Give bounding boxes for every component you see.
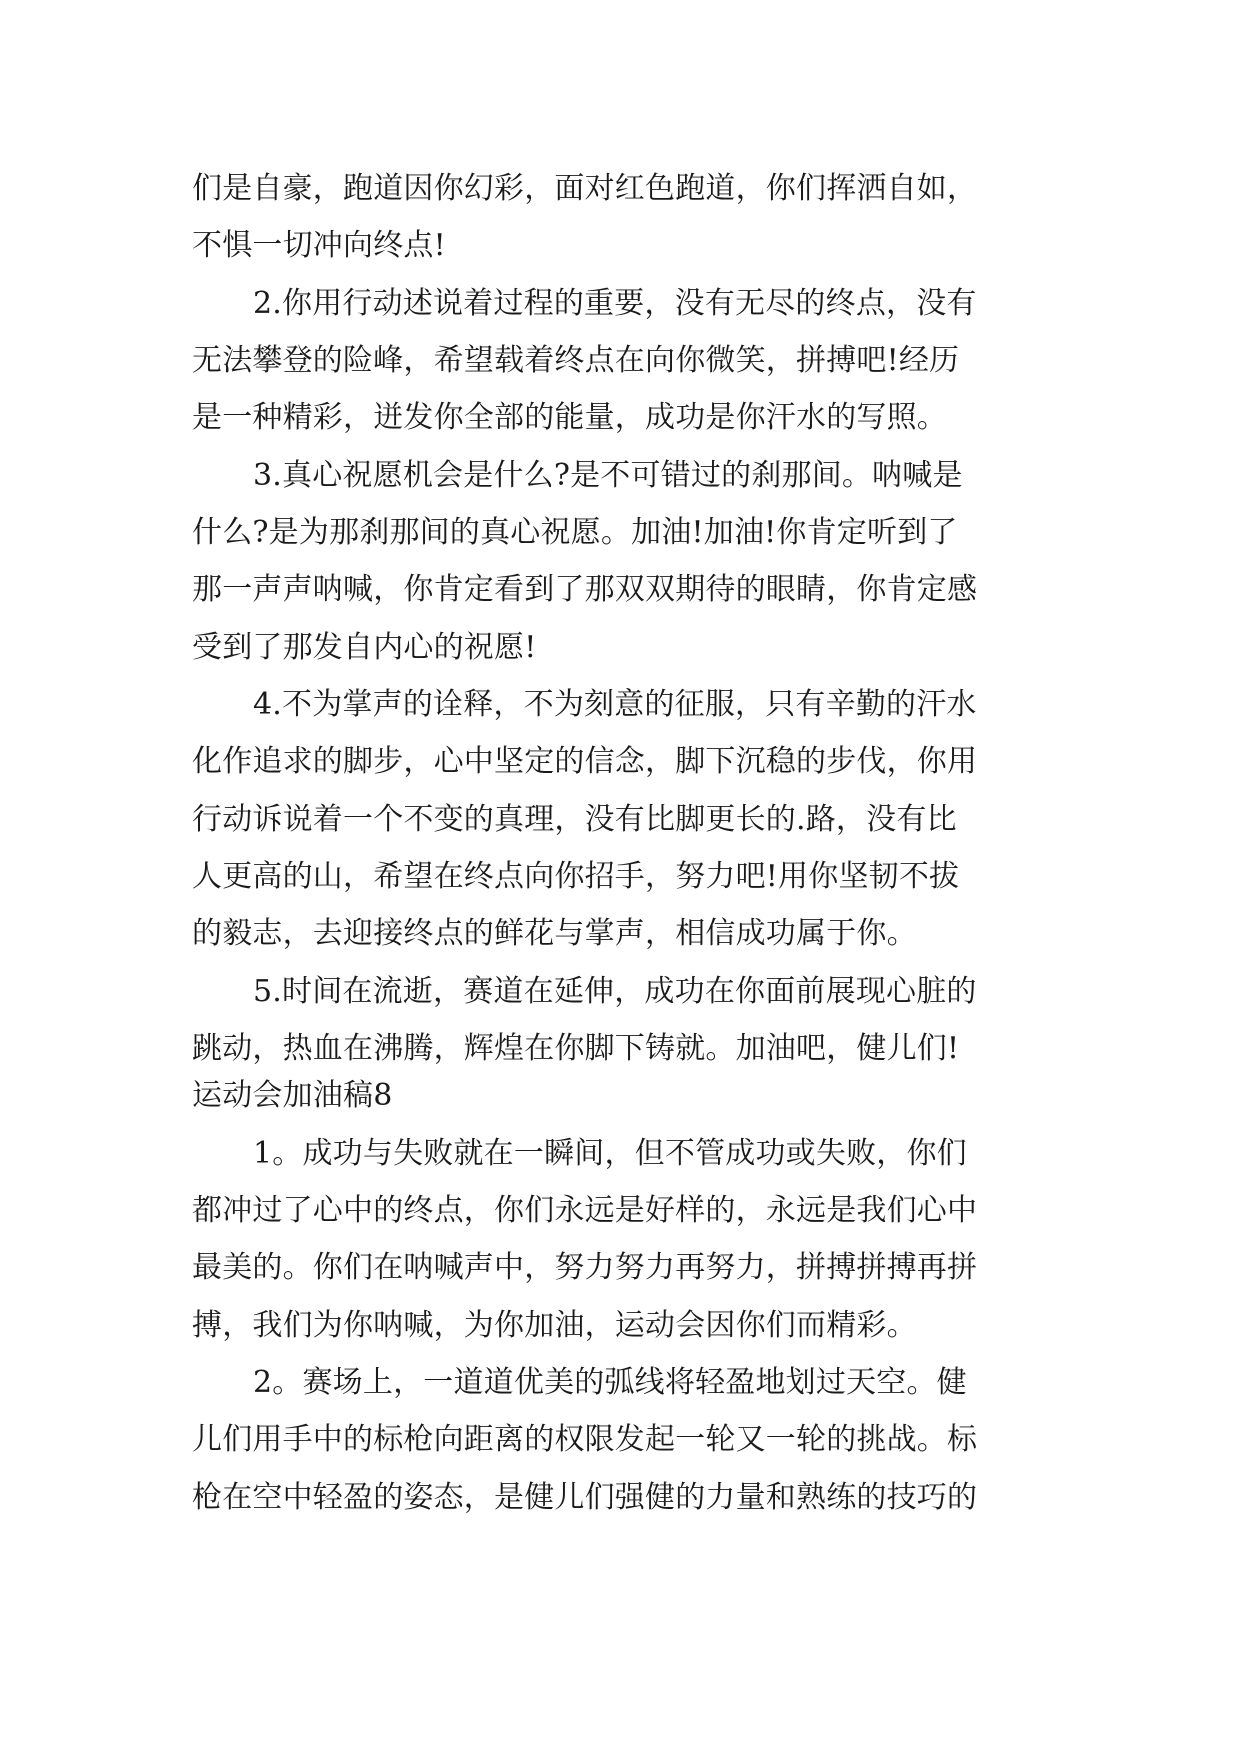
text-line: 化作追求的脚步，心中坚定的信念，脚下沉稳的步伐，你用 — [192, 744, 978, 779]
text-line: 无法攀登的险峰，希望载着终点在向你微笑，拼搏吧!经历 — [192, 343, 960, 378]
text-line: 5.时间在流逝，赛道在延伸，成功在你面前展现心脏的 — [253, 974, 977, 1009]
text-line: 们是自豪，跑道因你幻彩，面对红色跑道，你们挥洒自如， — [192, 171, 978, 206]
text-line: 是一种精彩，迸发你全部的能量，成功是你汗水的写照。 — [192, 400, 947, 435]
section-title: 运动会加油稿8 — [192, 1078, 393, 1113]
text-line: 搏，我们为你呐喊，为你加油，运动会因你们而精彩。 — [192, 1308, 917, 1343]
text-line: 2。赛场上，一道道优美的弧线将轻盈地划过天空。健 — [253, 1365, 967, 1400]
text-line: 那一声声呐喊，你肯定看到了那双双期待的眼睛，你肯定感 — [192, 572, 978, 607]
text-line: 4.不为掌声的诠释，不为刻意的征服，只有辛勤的汗水 — [253, 687, 977, 722]
text-line: 受到了那发自内心的祝愿! — [192, 630, 537, 665]
text-line: 3.真心祝愿机会是什么?是不可错过的刹那间。呐喊是 — [253, 458, 963, 493]
text-line: 什么?是为那刹那间的真心祝愿。加油!加油!你肯定听到了 — [192, 515, 958, 550]
text-line: 行动诉说着一个不变的真理，没有比脚更长的.路，没有比 — [192, 802, 957, 837]
text-line: 跳动，热血在沸腾，辉煌在你脚下铸就。加油吧，健儿们! — [192, 1031, 960, 1066]
text-line: 1。成功与失败就在一瞬间，但不管成功或失败，你们 — [253, 1136, 967, 1171]
text-line: 人更高的山，希望在终点向你招手，努力吧!用你坚韧不拔 — [192, 859, 960, 894]
text-line: 枪在空中轻盈的姿态，是健儿们强健的力量和熟练的技巧的 — [192, 1480, 978, 1515]
text-line: 2.你用行动述说着过程的重要，没有无尽的终点，没有 — [253, 286, 977, 321]
text-line: 不惧一切冲向终点! — [192, 228, 446, 263]
text-line: 儿们用手中的标枪向距离的权限发起一轮又一轮的挑战。标 — [192, 1422, 978, 1457]
text-line: 最美的。你们在呐喊声中，努力努力再努力，拼搏拼搏再拼 — [192, 1250, 978, 1285]
text-line: 的毅志，去迎接终点的鲜花与掌声，相信成功属于你。 — [192, 916, 917, 951]
text-line: 都冲过了心中的终点，你们永远是好样的，永远是我们心中 — [192, 1193, 978, 1228]
